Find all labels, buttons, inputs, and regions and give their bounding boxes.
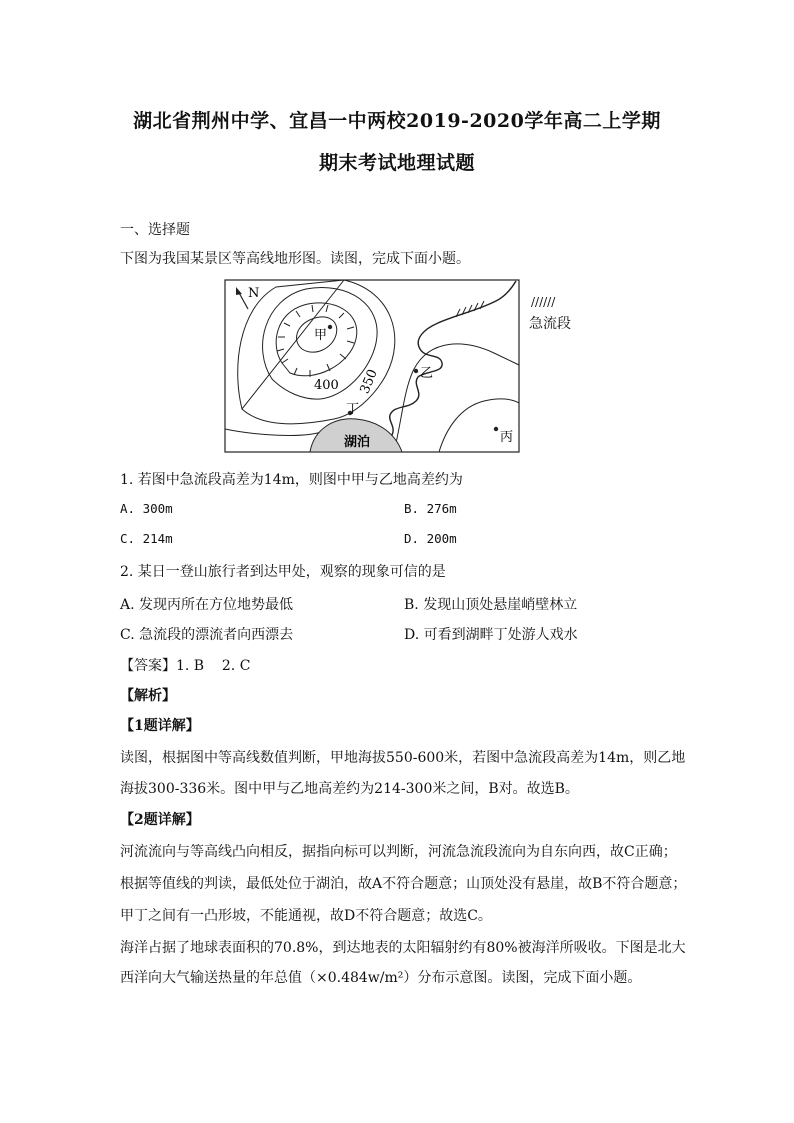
q2-option-a: A. 发现丙所在方位地势最低 — [120, 597, 294, 613]
section-heading: 一、选择题 — [120, 222, 190, 238]
legend-rapids-symbol: ////// — [531, 295, 556, 309]
q2-option-c: C. 急流段的漂流者向西漂去 — [120, 627, 294, 643]
lake-label: 湖泊 — [344, 435, 371, 450]
q1-option-d: D. 200m — [404, 531, 457, 546]
label-ding: 丁 — [346, 402, 360, 417]
question-2-stem: 2. 某日一登山旅行者到达甲处，观察的现象可信的是 — [120, 564, 446, 580]
point-yi — [414, 369, 418, 373]
detail-1-line2: 海拔300-336米。图中甲与乙地高差约为214-300米之间，B对。故选B。 — [120, 781, 579, 797]
detail-2-line1: 河流流向与等高线凸向相反，据指向标可以判断，河流急流段流向为自东向西，故C正确； — [120, 844, 677, 860]
document-title-line2: 期末考试地理试题 — [318, 152, 475, 174]
q2-option-b: B. 发现山顶处悬崖峭壁林立 — [404, 597, 578, 613]
contour-label-400: 400 — [314, 378, 339, 393]
question-1-stem: 1. 若图中急流段高差为14m，则图中甲与乙地高差约为 — [120, 472, 463, 488]
q2-option-d: D. 可看到湖畔丁处游人戏水 — [404, 627, 578, 643]
legend-rapids-label: 急流段 — [529, 316, 571, 332]
passage-3-line1: 海洋占据了地球表面积的70.8%，到达地表的太阳辐射约有80%被海洋所吸收。下图是北大 — [120, 940, 686, 956]
detail-2-line3: 甲丁之间有一凸形坡，不能通视，故D不符合题意；故选C。 — [120, 908, 492, 924]
contour-label-350: 350 — [357, 367, 381, 396]
detail-1-heading: 【1题详解】 — [120, 718, 200, 734]
passage-3-line2: 西洋向大气输送热量的年总值（×0.484w/m²）分布示意图。读图，完成下面小题。 — [120, 970, 642, 986]
label-jia: 甲 — [314, 328, 328, 343]
q1-option-b: B. 276m — [404, 501, 457, 516]
point-jia — [328, 325, 332, 329]
q1-option-a: A. 300m — [120, 501, 173, 516]
label-yi: 乙 — [420, 366, 434, 381]
contour-map — [224, 279, 520, 453]
detail-1-line1: 读图，根据图中等高线数值判断，甲地海拔550-600米，若图中急流段高差为14m，则乙地 — [120, 750, 686, 766]
document-title-line1: 湖北省荆州中学、宜昌一中两校2019-2020学年高二上学期 — [133, 110, 661, 132]
answer-line: 【答案】1. B 2. C — [120, 658, 251, 674]
analysis-heading: 【解析】 — [120, 688, 176, 704]
detail-2-line2: 根据等值线的判读，最低处位于湖泊，故A不符合题意；山顶处没有悬崖，故B不符合题意； — [120, 876, 687, 892]
q1-option-c: C. 214m — [120, 531, 173, 546]
detail-2-heading: 【2题详解】 — [120, 812, 200, 828]
question-intro: 下图为我国某景区等高线地形图。读图，完成下面小题。 — [120, 251, 470, 267]
point-bing — [494, 427, 498, 431]
label-bing: 丙 — [500, 430, 514, 445]
north-label: N — [248, 286, 260, 301]
